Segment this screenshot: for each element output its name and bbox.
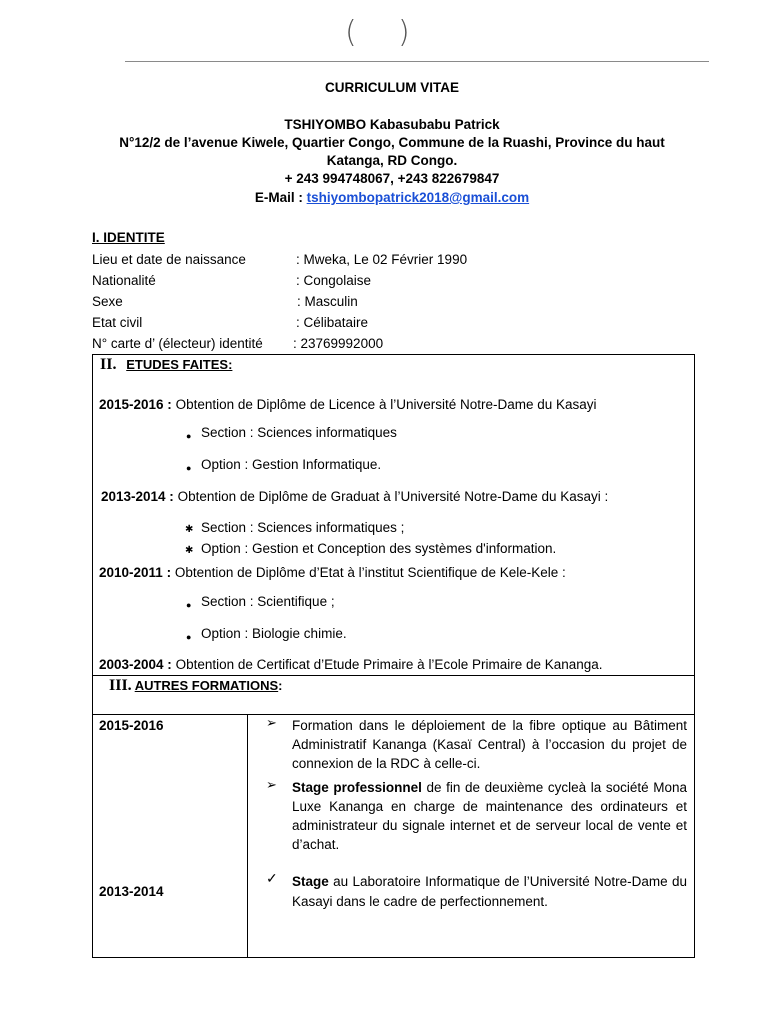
study-description: Obtention de Diplôme d’Etat à l’institut Scientifique de Kele-Kele : (171, 565, 566, 580)
study-year: 2013-2014 : (101, 489, 174, 504)
bullet-asterisk: ✱ (185, 524, 194, 535)
training-item-bold: Stage (292, 874, 329, 889)
training-item (292, 872, 687, 912)
identite-value: : Mweka, Le 02 Février 1990 (296, 252, 468, 267)
study-entry (99, 565, 566, 580)
study-detail: Section : Scientifique ; (201, 594, 335, 609)
candidate-name: TSHIYOMBO Kabasubabu Patrick (284, 117, 500, 132)
study-description: Obtention de Diplôme de Licence à l’Université Notre-Dame du Kasayi (171, 397, 597, 412)
autres-title: AUTRES FORMATIONS (134, 678, 279, 693)
training-year: 2015-2016 (99, 718, 164, 733)
paren-left: ( (345, 15, 357, 50)
identite-label: Etat civil (92, 315, 143, 330)
training-item-bold: Stage professionnel (292, 780, 422, 795)
etudes-title: ETUDES FAITES: (126, 357, 233, 372)
identite-label: Sexe (92, 294, 123, 309)
check-bullet-icon: ✓ (266, 870, 278, 886)
doc-title: CURRICULUM VITAE (325, 80, 459, 95)
study-entry (99, 397, 597, 412)
training-item: Formation dans le déploiement de la fibre optique au Bâtiment Administratif Kananga (Kasaï Central) à l’occasion du projet de connexion de la RDC à celle-ci. (292, 718, 687, 771)
identite-value: : 23769992000 (293, 336, 384, 351)
address-line-1: N°12/2 de l’avenue Kiwele, Quartier Congo, Commune de la Ruashi, Province du haut (119, 135, 665, 150)
address-line-2: Katanga, RD Congo. (326, 153, 458, 168)
phone-numbers: + 243 994748067, +243 822679847 (284, 171, 500, 186)
etudes-heading (100, 356, 232, 374)
section-divider (92, 714, 695, 715)
autres-roman: III. (109, 677, 132, 694)
study-detail: Section : Sciences informatiques ; (201, 520, 405, 535)
study-detail: Option : Gestion et Conception des systèmes d'information. (201, 541, 557, 556)
bullet-dot: ● (186, 431, 192, 441)
bullet-asterisk: ✱ (185, 545, 194, 556)
study-year: 2015-2016 : (99, 397, 172, 412)
identite-label: Lieu et date de naissance (92, 252, 246, 267)
study-description: Obtention de Certificat d’Etude Primaire à l’Ecole Primaire de Kananga. (171, 657, 603, 672)
study-detail: Option : Gestion Informatique. (201, 457, 382, 472)
column-divider (247, 714, 248, 958)
study-description: Obtention de Diplôme de Graduat à l’Université Notre-Dame du Kasayi : (173, 489, 609, 504)
training-item-text: de fin de deuxième cycleà la société Mona Luxe Kananga en charge de maintenance des ordinateurs et administrateur du signale internet et de serveur local de vente et d’achat. (292, 780, 687, 852)
paren-right: ) (398, 15, 410, 50)
study-detail: Option : Biologie chimie. (201, 626, 347, 641)
identite-heading: I. IDENTITE (92, 230, 165, 245)
section-divider (92, 675, 695, 676)
study-entry (101, 489, 608, 504)
identite-label: N° carte d’ (électeur) identité (92, 336, 263, 351)
identite-label: Nationalité (92, 273, 156, 288)
identite-value: : Congolaise (296, 273, 372, 288)
email-line (80, 190, 704, 205)
email-label: E-Mail : (254, 190, 307, 205)
bullet-dot: ● (186, 600, 192, 610)
bullet-dot: ● (186, 632, 192, 642)
training-year: 2013-2014 (99, 884, 164, 899)
autres-colon: : (278, 678, 283, 693)
bullet-dot: ● (186, 463, 192, 473)
autres-heading (109, 677, 283, 695)
study-detail: Section : Sciences informatiques (201, 425, 397, 440)
arrow-bullet-icon: ➢ (266, 777, 277, 792)
training-item-text: au Laboratoire Informatique de l’Université Notre-Dame du Kasayi dans le cadre de perfectionnement. (292, 874, 687, 909)
email-link[interactable]: tshiyombopatrick2018@gmail.com (306, 190, 530, 205)
study-year: 2003-2004 : (99, 657, 172, 672)
identite-value: : Célibataire (296, 315, 369, 330)
etudes-roman: II. (100, 356, 117, 373)
cv-table-frame (92, 354, 695, 958)
study-entry (99, 657, 603, 672)
study-year: 2010-2011 : (99, 565, 172, 580)
identite-value: : Masculin (297, 294, 358, 309)
arrow-bullet-icon: ➢ (266, 715, 277, 730)
training-item (292, 778, 687, 854)
header-rule (125, 61, 709, 62)
